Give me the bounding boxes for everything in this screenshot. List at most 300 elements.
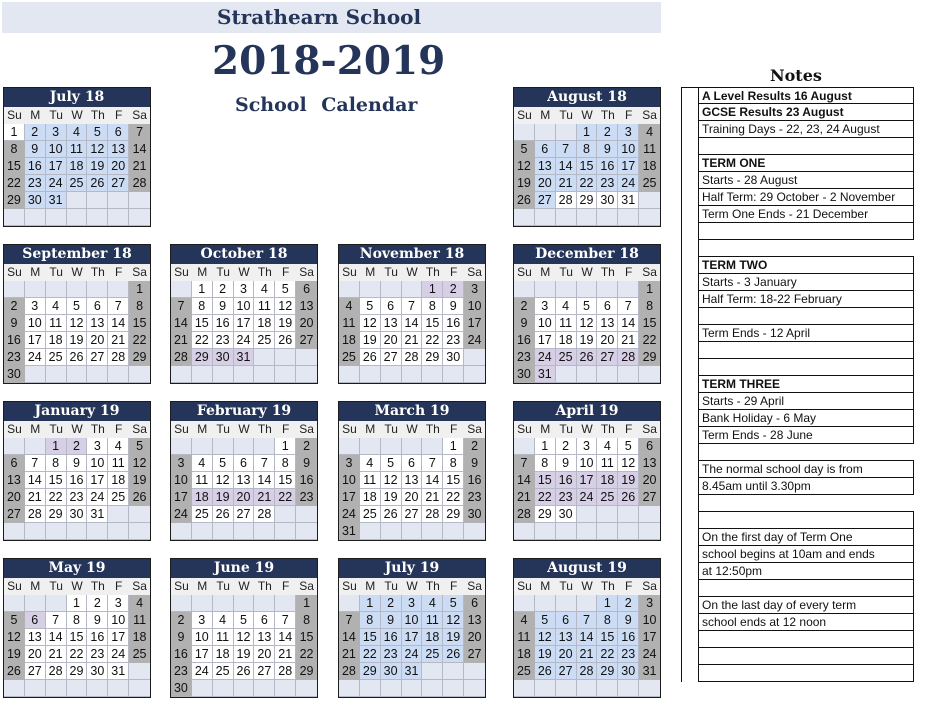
note-text xyxy=(699,631,914,648)
calendar-day: 19 xyxy=(213,489,234,506)
weekday-label: Sa xyxy=(639,421,660,438)
calendar-day: 18 xyxy=(213,646,234,663)
empty-day-cell xyxy=(514,281,535,298)
calendar-day: 6 xyxy=(25,612,46,629)
calendar-day: 26 xyxy=(443,646,464,663)
weekday-label: W xyxy=(402,421,423,438)
empty-day-cell xyxy=(129,366,150,383)
calendar-day: 8 xyxy=(639,298,660,315)
empty-day-cell xyxy=(213,680,234,697)
note-row xyxy=(681,189,914,206)
empty-day-cell xyxy=(618,209,639,226)
calendar-day: 25 xyxy=(514,663,535,680)
calendar-day: 8 xyxy=(422,298,443,315)
calendar-day: 7 xyxy=(275,612,296,629)
empty-day-cell xyxy=(381,281,402,298)
calendar-day: 23 xyxy=(381,646,402,663)
weekday-label: W xyxy=(402,578,423,595)
calendar-day: 20 xyxy=(464,629,485,646)
calendar-day: 6 xyxy=(597,298,618,315)
empty-day-cell xyxy=(381,366,402,383)
month-title: August 19 xyxy=(514,559,660,578)
empty-day-cell xyxy=(46,366,67,383)
weekday-label: Sa xyxy=(129,421,150,438)
calendar-day: 21 xyxy=(171,332,192,349)
note-row xyxy=(681,580,914,597)
calendar-day: 29 xyxy=(46,506,67,523)
note-gutter xyxy=(681,512,699,529)
calendar-day: 8 xyxy=(67,612,88,629)
weekday-label: Th xyxy=(422,421,443,438)
empty-day-cell xyxy=(339,366,360,383)
note-text: Bank Holiday - 6 May xyxy=(699,410,914,427)
calendar-day: 12 xyxy=(275,298,296,315)
empty-day-cell xyxy=(171,281,192,298)
calendar-day: 9 xyxy=(296,455,317,472)
calendar-day: 6 xyxy=(234,455,255,472)
empty-day-cell xyxy=(275,595,296,612)
calendar-day: 2 xyxy=(171,612,192,629)
calendar-day: 29 xyxy=(67,663,88,680)
calendar-day: 12 xyxy=(213,472,234,489)
weekday-label: Tu xyxy=(556,264,577,281)
note-text xyxy=(699,580,914,597)
calendar-day: 20 xyxy=(296,315,317,332)
calendar-day: 19 xyxy=(514,175,535,192)
calendar-day: 21 xyxy=(275,646,296,663)
weekday-label: F xyxy=(275,421,296,438)
note-text: A Level Results 16 August xyxy=(699,87,914,104)
empty-day-cell xyxy=(234,438,255,455)
calendar-day: 17 xyxy=(192,646,213,663)
note-text: Starts - 3 January xyxy=(699,274,914,291)
weekday-label: Tu xyxy=(213,578,234,595)
calendar-day: 20 xyxy=(535,175,556,192)
note-gutter xyxy=(681,291,699,308)
calendar-day: 30 xyxy=(618,663,639,680)
calendar-day: 1 xyxy=(67,595,88,612)
calendar-day: 19 xyxy=(577,332,598,349)
calendar-day: 13 xyxy=(639,455,660,472)
calendar-day: 13 xyxy=(4,472,25,489)
empty-day-cell xyxy=(597,506,618,523)
calendar-day: 13 xyxy=(556,629,577,646)
note-row xyxy=(681,495,914,512)
note-text xyxy=(699,665,914,682)
calendar-day: 23 xyxy=(25,175,46,192)
empty-day-cell xyxy=(618,506,639,523)
weekday-label: Th xyxy=(87,264,108,281)
empty-day-cell xyxy=(381,680,402,697)
calendar-day: 10 xyxy=(639,612,660,629)
empty-day-cell xyxy=(556,281,577,298)
calendar-day: 5 xyxy=(360,298,381,315)
calendar-day: 16 xyxy=(618,629,639,646)
empty-day-cell xyxy=(597,281,618,298)
empty-day-cell xyxy=(129,192,150,209)
calendar-day: 8 xyxy=(46,455,67,472)
calendar-day: 26 xyxy=(577,349,598,366)
calendar-day: 11 xyxy=(422,612,443,629)
weekday-label: M xyxy=(25,421,46,438)
calendar-day: 22 xyxy=(360,646,381,663)
note-text xyxy=(699,359,914,376)
calendar-day: 16 xyxy=(67,472,88,489)
calendar-day: 30 xyxy=(381,663,402,680)
calendar-day: 16 xyxy=(25,158,46,175)
calendar-day: 30 xyxy=(514,366,535,383)
calendar-day: 7 xyxy=(254,455,275,472)
weekday-label: Sa xyxy=(296,578,317,595)
calendar-day: 11 xyxy=(254,298,275,315)
empty-day-cell xyxy=(67,366,88,383)
calendar-day: 6 xyxy=(402,455,423,472)
calendar-day: 24 xyxy=(171,506,192,523)
note-text xyxy=(699,223,914,240)
empty-day-cell xyxy=(422,438,443,455)
weekday-label: Sa xyxy=(129,107,150,124)
calendar-day: 25 xyxy=(360,506,381,523)
empty-day-cell xyxy=(129,523,150,540)
note-text xyxy=(699,342,914,359)
empty-day-cell xyxy=(618,366,639,383)
empty-day-cell xyxy=(108,192,129,209)
empty-day-cell xyxy=(87,680,108,697)
calendar-day: 22 xyxy=(192,332,213,349)
calendar-day: 1 xyxy=(577,124,598,141)
empty-day-cell xyxy=(639,506,660,523)
calendar-day: 18 xyxy=(422,629,443,646)
calendar-day: 27 xyxy=(402,506,423,523)
calendar-day: 17 xyxy=(87,472,108,489)
calendar-day: 14 xyxy=(171,315,192,332)
empty-day-cell xyxy=(46,680,67,697)
calendar-day: 23 xyxy=(597,175,618,192)
calendar-day: 4 xyxy=(254,281,275,298)
calendar-day: 3 xyxy=(192,612,213,629)
empty-day-cell xyxy=(275,680,296,697)
calendar-day: 18 xyxy=(597,472,618,489)
note-gutter xyxy=(681,478,699,495)
calendar-day: 31 xyxy=(402,663,423,680)
calendar-day: 17 xyxy=(618,158,639,175)
month-title: June 19 xyxy=(171,559,317,578)
weekday-label: Th xyxy=(254,421,275,438)
note-gutter xyxy=(681,376,699,393)
calendar-day: 13 xyxy=(87,315,108,332)
empty-day-cell xyxy=(171,366,192,383)
calendar-day: 20 xyxy=(556,646,577,663)
calendar-day: 21 xyxy=(402,332,423,349)
calendar-day: 26 xyxy=(129,489,150,506)
calendar-day: 30 xyxy=(25,192,46,209)
calendar-day: 31 xyxy=(108,663,129,680)
note-text: On the first day of Term One xyxy=(699,529,914,546)
weekday-label: Tu xyxy=(46,421,67,438)
month-title: February 19 xyxy=(171,402,317,421)
note-gutter xyxy=(681,580,699,597)
empty-day-cell xyxy=(213,523,234,540)
weekday-label: Tu xyxy=(381,578,402,595)
calendar-day: 10 xyxy=(25,315,46,332)
weekday-label: W xyxy=(67,421,88,438)
note-row xyxy=(681,206,914,223)
calendar-day: 11 xyxy=(556,315,577,332)
note-row xyxy=(681,665,914,682)
calendar-day: 19 xyxy=(234,646,255,663)
empty-day-cell xyxy=(192,366,213,383)
calendar-day: 16 xyxy=(597,158,618,175)
note-gutter xyxy=(681,87,699,104)
calendar-day: 11 xyxy=(129,612,150,629)
note-row xyxy=(681,240,914,257)
calendar-day: 2 xyxy=(87,595,108,612)
empty-day-cell xyxy=(535,680,556,697)
note-row xyxy=(681,104,914,121)
empty-day-cell xyxy=(25,523,46,540)
calendar-day: 14 xyxy=(275,629,296,646)
calendar-day: 11 xyxy=(597,455,618,472)
calendar-day: 5 xyxy=(535,612,556,629)
note-gutter xyxy=(681,240,699,257)
weekday-label: F xyxy=(618,264,639,281)
calendar-day: 24 xyxy=(46,175,67,192)
empty-day-cell xyxy=(514,209,535,226)
note-text: Term One Ends - 21 December xyxy=(699,206,914,223)
calendar-day: 21 xyxy=(514,489,535,506)
weekday-label: Th xyxy=(87,421,108,438)
weekday-label: Sa xyxy=(639,264,660,281)
weekday-label: M xyxy=(360,578,381,595)
calendar-day: 8 xyxy=(129,298,150,315)
empty-day-cell xyxy=(639,680,660,697)
weekday-label: F xyxy=(618,421,639,438)
empty-day-cell xyxy=(402,523,423,540)
calendar-day: 26 xyxy=(535,663,556,680)
month-title: July 19 xyxy=(339,559,485,578)
calendar-day: 15 xyxy=(597,629,618,646)
calendar-day: 1 xyxy=(639,281,660,298)
month-title: September 18 xyxy=(4,245,150,264)
calendar-day: 9 xyxy=(67,455,88,472)
calendar-day: 3 xyxy=(171,455,192,472)
weekday-label: W xyxy=(67,264,88,281)
note-text: school begins at 10am and ends xyxy=(699,546,914,563)
calendar-day: 10 xyxy=(192,629,213,646)
calendar-day: 16 xyxy=(171,646,192,663)
empty-day-cell xyxy=(443,663,464,680)
note-row xyxy=(681,121,914,138)
calendar-day: 16 xyxy=(464,472,485,489)
empty-day-cell xyxy=(422,366,443,383)
calendar-day: 15 xyxy=(443,472,464,489)
month-calendar xyxy=(338,401,486,541)
calendar-day: 15 xyxy=(46,472,67,489)
empty-day-cell xyxy=(577,595,598,612)
note-row xyxy=(681,614,914,631)
month-calendar xyxy=(513,244,661,384)
calendar-day: 21 xyxy=(556,175,577,192)
calendar-day: 19 xyxy=(4,646,25,663)
calendar-day: 8 xyxy=(597,612,618,629)
calendar-day: 15 xyxy=(577,158,598,175)
empty-day-cell xyxy=(46,523,67,540)
weekday-label: Sa xyxy=(129,264,150,281)
empty-day-cell xyxy=(639,523,660,540)
empty-day-cell xyxy=(556,209,577,226)
weekday-label: Su xyxy=(339,264,360,281)
calendar-day: 10 xyxy=(87,455,108,472)
calendar-day: 15 xyxy=(535,472,556,489)
weekday-label: Th xyxy=(254,578,275,595)
calendar-day: 9 xyxy=(464,455,485,472)
weekday-label: Tu xyxy=(381,421,402,438)
empty-day-cell xyxy=(129,209,150,226)
empty-day-cell xyxy=(67,192,88,209)
calendar-day: 29 xyxy=(443,506,464,523)
empty-day-cell xyxy=(4,680,25,697)
empty-day-cell xyxy=(25,281,46,298)
empty-day-cell xyxy=(4,209,25,226)
calendar-day: 6 xyxy=(556,612,577,629)
calendar-day: 23 xyxy=(556,489,577,506)
weekday-label: M xyxy=(25,264,46,281)
calendar-day: 11 xyxy=(192,472,213,489)
calendar-day: 6 xyxy=(4,455,25,472)
note-row xyxy=(681,512,914,529)
note-row xyxy=(681,274,914,291)
calendar-day: 28 xyxy=(254,506,275,523)
note-text: Training Days - 22, 23, 24 August xyxy=(699,121,914,138)
empty-day-cell xyxy=(254,595,275,612)
calendar-day: 11 xyxy=(639,141,660,158)
empty-day-cell xyxy=(360,366,381,383)
calendar-day: 28 xyxy=(618,349,639,366)
calendar-day: 14 xyxy=(46,629,67,646)
calendar-day: 3 xyxy=(618,124,639,141)
weekday-label: W xyxy=(577,107,598,124)
empty-day-cell xyxy=(296,506,317,523)
calendar-day: 16 xyxy=(4,332,25,349)
month-calendar xyxy=(338,558,486,698)
empty-day-cell xyxy=(535,281,556,298)
weekday-label: W xyxy=(67,107,88,124)
calendar-day: 28 xyxy=(25,506,46,523)
calendar-day: 28 xyxy=(46,663,67,680)
calendar-day: 22 xyxy=(129,332,150,349)
empty-day-cell xyxy=(464,523,485,540)
calendar-day: 23 xyxy=(514,349,535,366)
calendar-day: 16 xyxy=(443,315,464,332)
calendar-day: 6 xyxy=(87,298,108,315)
calendar-day: 14 xyxy=(339,629,360,646)
empty-day-cell xyxy=(535,209,556,226)
calendar-day: 7 xyxy=(618,298,639,315)
note-row xyxy=(681,546,914,563)
note-gutter xyxy=(681,444,699,461)
empty-day-cell xyxy=(46,209,67,226)
calendar-day: 14 xyxy=(577,629,598,646)
note-gutter xyxy=(681,308,699,325)
calendar-day: 14 xyxy=(402,315,423,332)
note-text xyxy=(699,512,914,529)
empty-day-cell xyxy=(422,523,443,540)
note-gutter xyxy=(681,104,699,121)
calendar-day: 30 xyxy=(4,366,25,383)
calendar-day: 10 xyxy=(234,298,255,315)
empty-day-cell xyxy=(556,124,577,141)
weekday-label: F xyxy=(108,107,129,124)
month-calendar xyxy=(3,401,151,541)
weekday-label: Th xyxy=(597,264,618,281)
empty-day-cell xyxy=(618,680,639,697)
empty-day-cell xyxy=(535,523,556,540)
calendar-day: 22 xyxy=(443,489,464,506)
empty-day-cell xyxy=(87,209,108,226)
empty-day-cell xyxy=(443,680,464,697)
note-gutter xyxy=(681,138,699,155)
calendar-day: 31 xyxy=(87,506,108,523)
note-text: Starts - 28 August xyxy=(699,172,914,189)
calendar-day: 4 xyxy=(514,612,535,629)
calendar-day: 26 xyxy=(4,663,25,680)
empty-day-cell xyxy=(87,366,108,383)
calendar-day: 23 xyxy=(213,332,234,349)
calendar-day: 5 xyxy=(443,595,464,612)
note-gutter xyxy=(681,614,699,631)
calendar-day: 9 xyxy=(443,298,464,315)
calendar-day: 13 xyxy=(108,141,129,158)
calendar-day: 12 xyxy=(87,141,108,158)
empty-day-cell xyxy=(108,281,129,298)
calendar-day: 13 xyxy=(402,472,423,489)
empty-day-cell xyxy=(577,506,598,523)
empty-day-cell xyxy=(192,438,213,455)
weekday-label: F xyxy=(108,421,129,438)
note-gutter xyxy=(681,529,699,546)
empty-day-cell xyxy=(171,595,192,612)
empty-day-cell xyxy=(213,595,234,612)
calendar-day: 1 xyxy=(597,595,618,612)
weekday-label: F xyxy=(275,578,296,595)
notes-table xyxy=(681,87,914,682)
empty-day-cell xyxy=(234,366,255,383)
calendar-day: 26 xyxy=(87,175,108,192)
weekday-label: Su xyxy=(4,578,25,595)
calendar-day: 24 xyxy=(639,646,660,663)
calendar-day: 22 xyxy=(4,175,25,192)
calendar-day: 24 xyxy=(192,663,213,680)
note-text: 8.45am until 3.30pm xyxy=(699,478,914,495)
weekday-label: F xyxy=(443,421,464,438)
note-gutter xyxy=(681,342,699,359)
calendar-day: 20 xyxy=(25,646,46,663)
empty-day-cell xyxy=(4,438,25,455)
calendar-day: 4 xyxy=(192,455,213,472)
weekday-label: Su xyxy=(514,578,535,595)
note-text: TERM ONE xyxy=(699,155,914,172)
calendar-day: 16 xyxy=(556,472,577,489)
note-text: at 12:50pm xyxy=(699,563,914,580)
empty-day-cell xyxy=(296,349,317,366)
calendar-day: 19 xyxy=(381,489,402,506)
calendar-day: 19 xyxy=(275,315,296,332)
calendar-day: 26 xyxy=(618,489,639,506)
calendar-day: 27 xyxy=(556,663,577,680)
empty-day-cell xyxy=(296,680,317,697)
calendar-day: 18 xyxy=(556,332,577,349)
calendar-day: 7 xyxy=(108,298,129,315)
